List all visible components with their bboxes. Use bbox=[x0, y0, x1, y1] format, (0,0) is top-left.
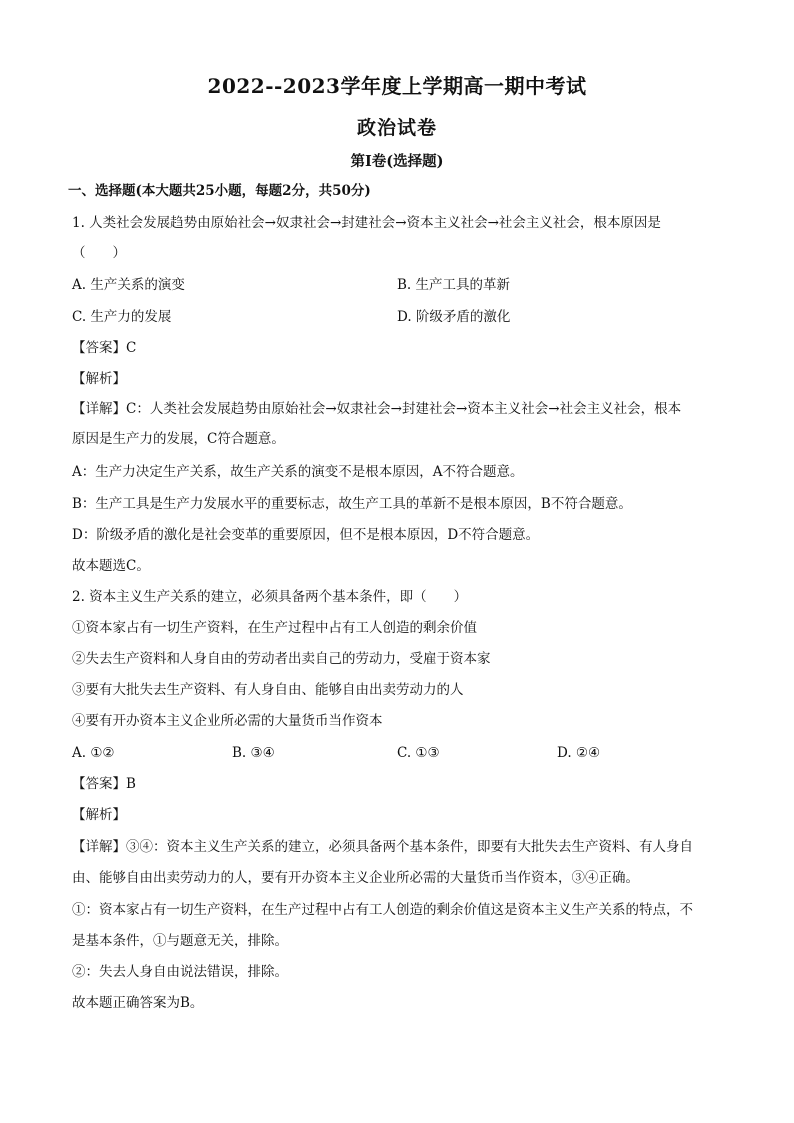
q2-option-a: A. ①② bbox=[72, 745, 115, 761]
q2-explain-1-line1: ①：资本家占有一切生产资料，在生产过程中占有工人创造的剩余价值这是资本主义生产关系的特点，不 bbox=[72, 902, 693, 918]
q1-detail-line2: 原因是生产力的发展，C符合题意。 bbox=[72, 431, 285, 447]
q2-detail-line1: 【详解】③④：资本主义生产关系的建立，必须具备两个基本条件，即要有大批失去生产资料、有人身自 bbox=[72, 839, 693, 855]
q1-option-b: B. 生产工具的革新 bbox=[397, 277, 511, 293]
q2-analysis-label: 【解析】 bbox=[72, 807, 126, 823]
q2-option-d: D. ②④ bbox=[557, 745, 601, 761]
q1-explain-a: A：生产力决定生产关系，故生产关系的演变不是根本原因，A不符合题意。 bbox=[72, 464, 524, 480]
q2-answer: 【答案】B bbox=[72, 776, 136, 792]
q1-conclusion: 故本题选C。 bbox=[72, 558, 150, 574]
q2-explain-2: ②：失去人身自由说法错误，排除。 bbox=[72, 964, 288, 980]
q2-option-b: B. ③④ bbox=[232, 745, 275, 761]
q2-option-c: C. ①③ bbox=[397, 745, 440, 761]
q1-analysis-label: 【解析】 bbox=[72, 371, 126, 387]
q2-item-3: ③要有大批失去生产资料、有人身自由、能够自由出卖劳动力的人 bbox=[72, 682, 464, 698]
q1-stem-line1: 1. 人类社会发展趋势由原始社会→奴隶社会→封建社会→资本主义社会→社会主义社会，根本原因是 bbox=[72, 215, 661, 231]
q2-item-4: ④要有开办资本主义企业所必需的大量货币当作资本 bbox=[72, 713, 383, 729]
q2-stem: 2. 资本主义生产关系的建立，必须具备两个基本条件，即（ ） bbox=[72, 589, 468, 605]
q1-stem-line2: （ ） bbox=[72, 245, 126, 261]
exam-title: 2022--2023学年度上学期高一期中考试 bbox=[207, 74, 587, 98]
q2-detail-line2: 由、能够自由出卖劳动力的人，要有开办资本主义企业所必需的大量货币当作资本，③④正确。 bbox=[72, 870, 639, 886]
q2-explain-1-line2: 是基本条件，①与题意无关，排除。 bbox=[72, 933, 288, 949]
exam-part: 第Ⅰ卷(选择题) bbox=[350, 153, 444, 170]
section-heading: 一、选择题(本大题共25小题，每题2分，共50分) bbox=[68, 183, 371, 199]
q2-conclusion: 故本题正确答案为B。 bbox=[72, 995, 204, 1011]
q1-explain-d: D：阶级矛盾的激化是社会变革的重要原因，但不是根本原因，D不符合题意。 bbox=[72, 527, 540, 543]
q1-explain-b: B：生产工具是生产力发展水平的重要标志，故生产工具的革新不是根本原因，B不符合题意。 bbox=[72, 496, 632, 512]
q1-option-d: D. 阶级矛盾的激化 bbox=[397, 309, 511, 325]
q1-option-c: C. 生产力的发展 bbox=[72, 309, 172, 325]
q1-detail-line1: 【详解】C：人类社会发展趋势由原始社会→奴隶社会→封建社会→资本主义社会→社会主义社会，根本 bbox=[72, 401, 682, 417]
exam-subject: 政治试卷 bbox=[356, 117, 437, 139]
q2-item-2: ②失去生产资料和人身自由的劳动者出卖自己的劳动力，受雇于资本家 bbox=[72, 651, 491, 667]
q1-option-a: A. 生产关系的演变 bbox=[72, 277, 185, 293]
q2-item-1: ①资本家占有一切生产资料，在生产过程中占有工人创造的剩余价值 bbox=[72, 620, 477, 636]
q1-answer: 【答案】C bbox=[72, 340, 137, 356]
